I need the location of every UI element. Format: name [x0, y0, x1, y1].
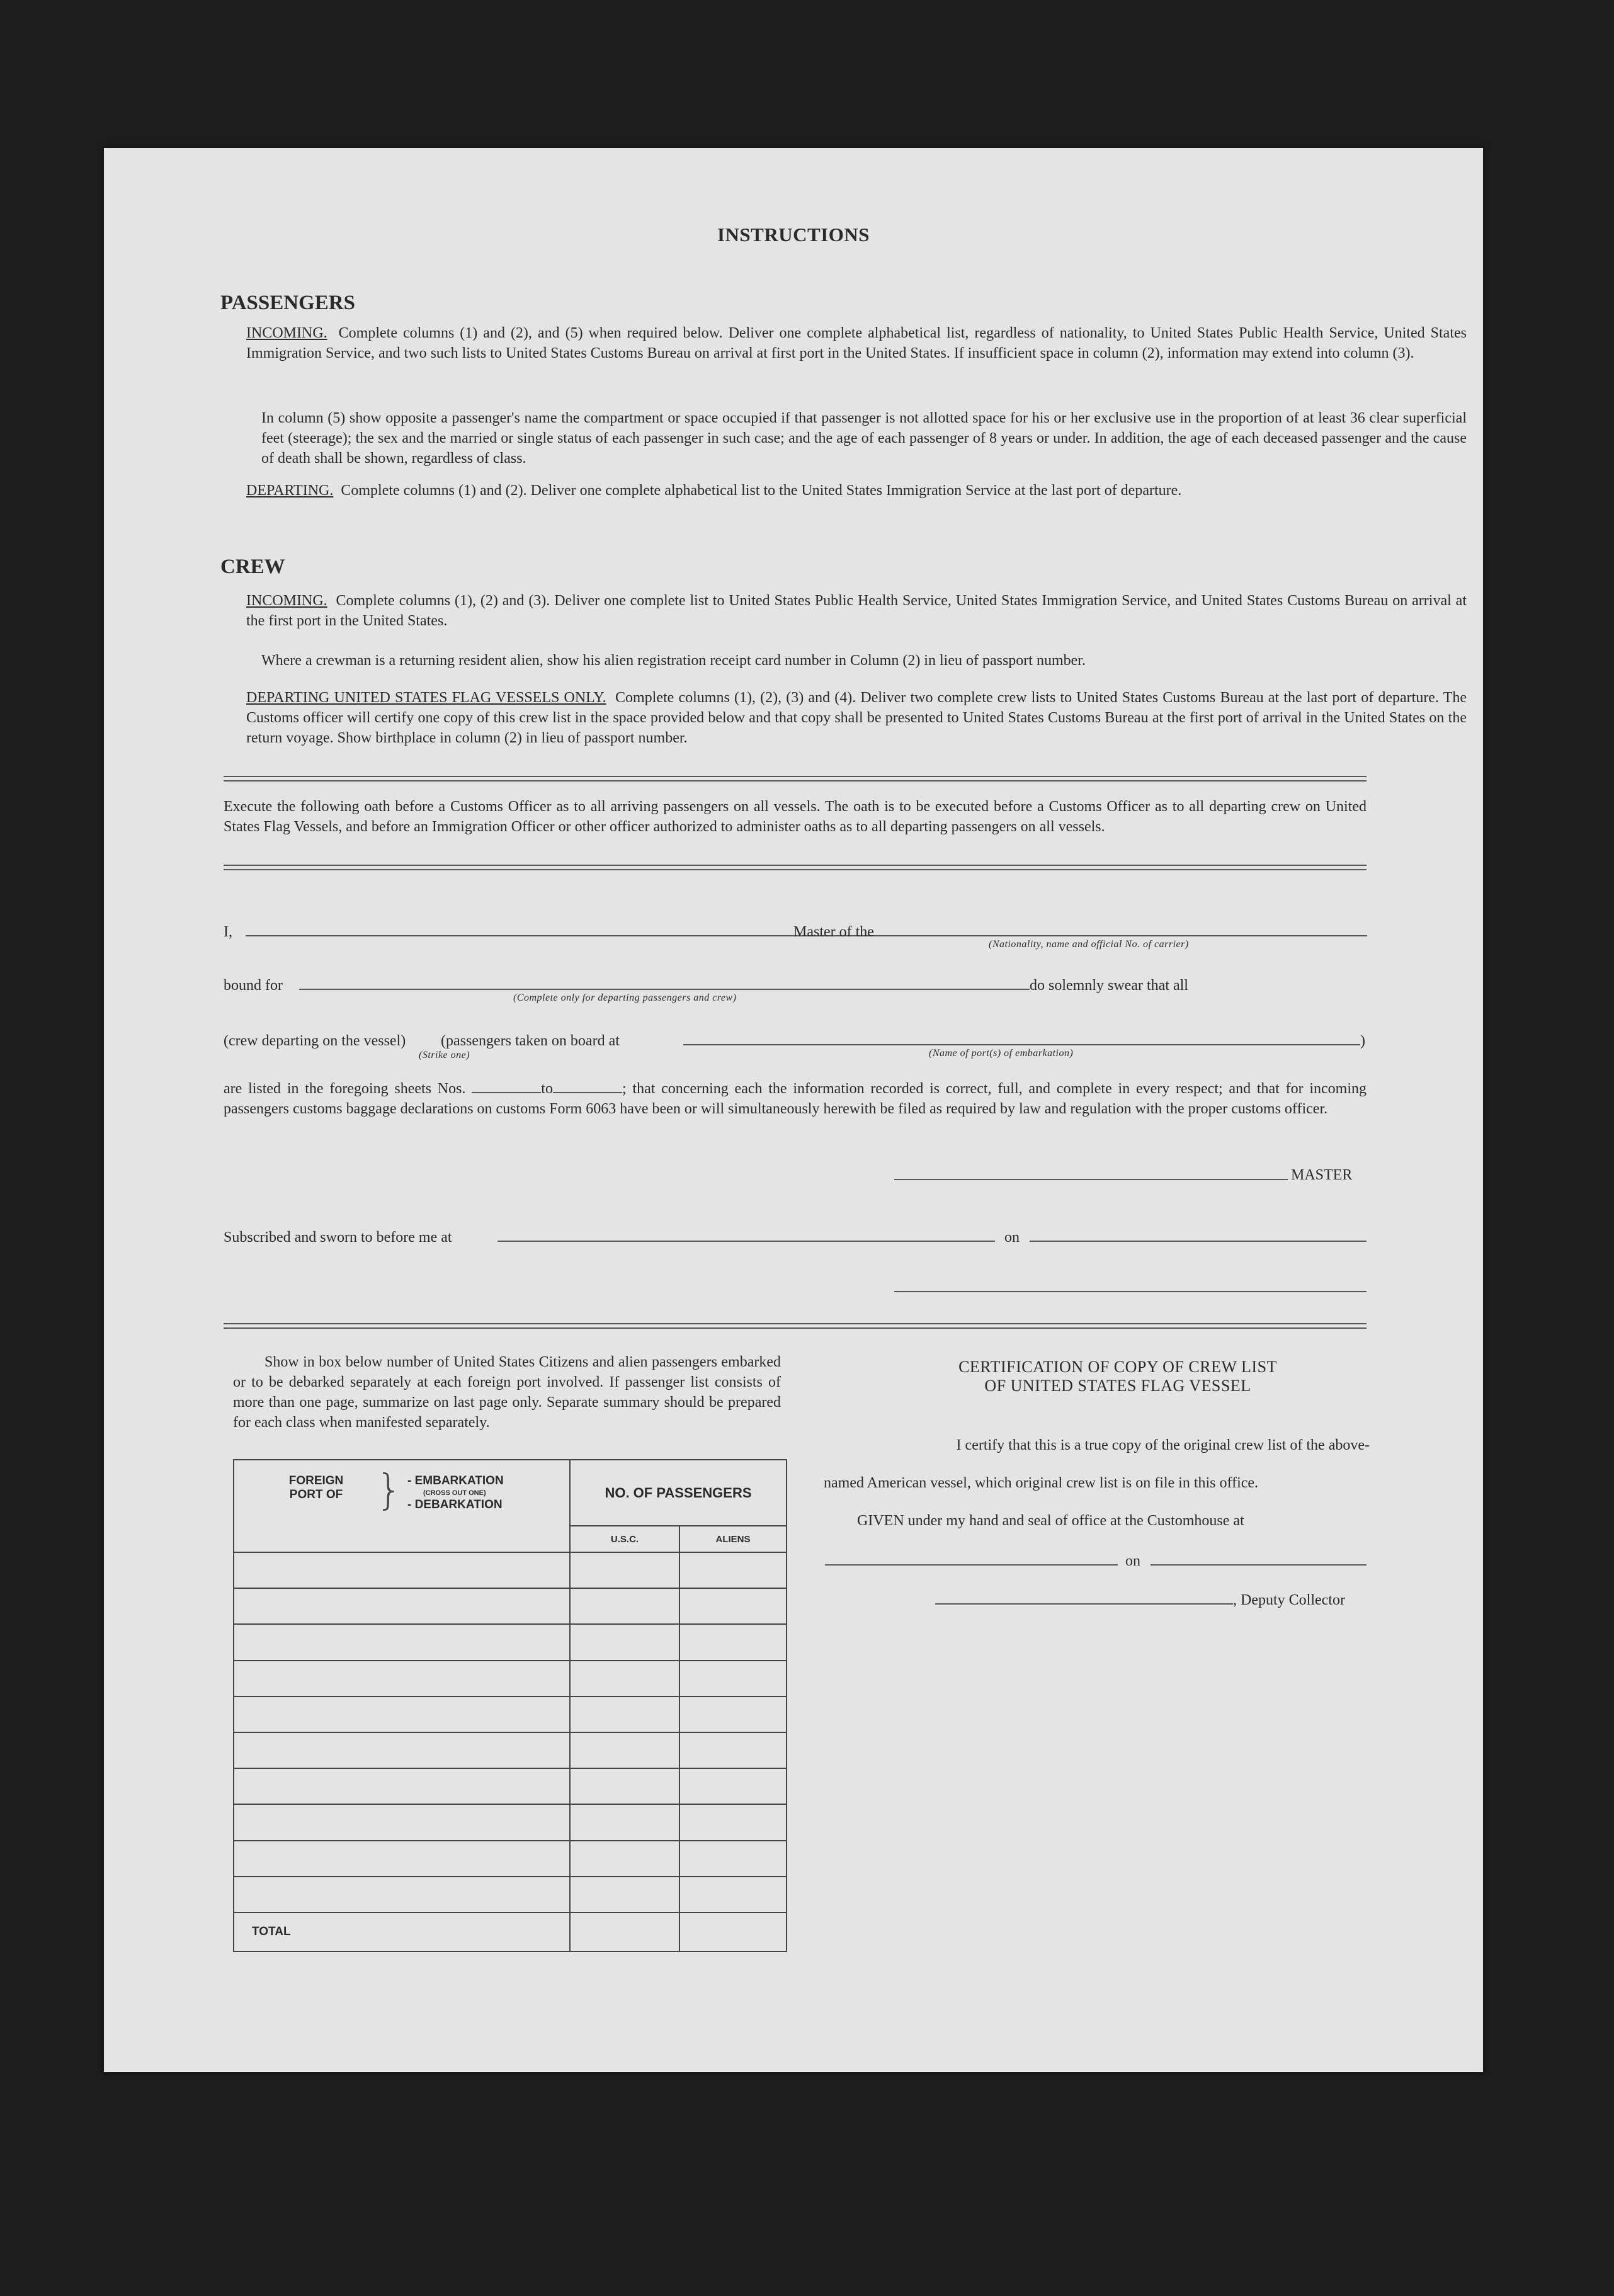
passengers-departing-text: Complete columns (1) and (2). Deliver one complete alphabetical list to the United States Immigration Service at the last port of departure. [341, 482, 1182, 499]
listed-to: to [541, 1081, 553, 1097]
crew-heading: CREW [220, 555, 285, 578]
ports-hint: (Name of port(s) of embarkation) [929, 1048, 1074, 1059]
passengers-count-header: NO. OF PASSENGERS [570, 1460, 787, 1526]
certification-title [866, 1358, 1370, 1395]
crew-incoming-paragraph [246, 591, 1467, 631]
oath-intro-paragraph: Execute the following oath before a Customs Officer as to all arriving passengers on all vessels. The oath is to be executed before a Customs Officer as to all departing crew on United States Flag Vessels, and before an Immigration Officer or other officer authorized to administer oaths as to all departing passengers on all vessels. [224, 798, 1367, 835]
oath-i-label: I, [224, 924, 232, 940]
table-row[interactable] [234, 1624, 787, 1660]
section-divider [224, 776, 1367, 781]
ports-field[interactable] [683, 1044, 1360, 1045]
crew-incoming-label: INCOMING. [246, 593, 327, 609]
foreign-port-header [234, 1460, 570, 1552]
strike-one-hint: (Strike one) [419, 1050, 470, 1060]
table-row[interactable] [234, 1841, 787, 1877]
sworn-date-field[interactable] [1030, 1241, 1367, 1242]
crew-departing-text: Complete columns (1), (2), (3) and (4). Deliver two complete crew lists to United States Customs Bureau at the last port of departure. The Customs officer will certify one copy of this crew list in the space provided below and that copy shall be presented to United States Customs Bureau at the first port of arrival in the United States on the return voyage. Show birthplace in column (2) in lieu of passport number. [246, 690, 1467, 746]
crew-incoming-text: Complete columns (1), (2) and (3). Deliver one complete list to United States Public Health Service, United States Immigration Service, and United States Customs Bureau on arrival at the first port in the United States. [246, 593, 1467, 629]
document-page [104, 148, 1483, 2072]
embarkation-label: - EMBARKATION [407, 1474, 504, 1487]
departing-hint: (Complete only for departing passengers and crew) [513, 992, 737, 1003]
total-row[interactable] [234, 1912, 787, 1952]
listed-paragraph [224, 1079, 1367, 1119]
crew-departing-label: DEPARTING UNITED STATES FLAG VESSELS ONLY. [246, 690, 606, 706]
crew-resident-paragraph: Where a crewman is a returning resident alien, show his alien registration receipt card number in Column (2) in lieu of passport number. [261, 652, 1086, 669]
total-label: TOTAL [234, 1912, 570, 1952]
close-paren: ) [1360, 1033, 1365, 1049]
table-row[interactable] [234, 1588, 787, 1624]
passengers-incoming-paragraph [246, 323, 1467, 363]
listed-prefix: are listed in the foregoing sheets Nos. [224, 1081, 466, 1097]
passengers-taken-option[interactable]: (passengers taken on board at [441, 1033, 620, 1049]
certification-title-line1: CERTIFICATION OF COPY OF CREW LIST [958, 1358, 1277, 1376]
passengers-departing-label: DEPARTING. [246, 482, 334, 499]
sworn-on-label: on [1004, 1229, 1020, 1246]
sheet-to-field[interactable] [553, 1081, 622, 1093]
master-label: MASTER [1291, 1167, 1353, 1183]
table-row[interactable] [234, 1877, 787, 1912]
given-line: GIVEN under my hand and seal of office at the Customhouse at [857, 1513, 1244, 1529]
usc-header: U.S.C. [570, 1526, 679, 1552]
listed-rest: that for incoming passengers customs baggage declarations on customs Form 6063 have been or will simultaneously herewith be filed as required by law and regulation with the proper customs officer. [224, 1081, 1367, 1117]
certification-title-line2: OF UNITED STATES FLAG VESSEL [984, 1377, 1251, 1395]
swear-label: do solemnly swear that all [1030, 977, 1188, 994]
brace: } [376, 1465, 402, 1514]
section-divider [224, 1323, 1367, 1329]
aliens-header: ALIENS [679, 1526, 787, 1552]
table-row[interactable] [234, 1661, 787, 1696]
crew-departing-option[interactable]: (crew departing on the vessel) [224, 1033, 406, 1049]
passengers-heading: PASSENGERS [220, 292, 355, 314]
passengers-column5-paragraph: In column (5) show opposite a passenger's name the compartment or space occupied if that passenger is not allotted space for his or her exclusive use in the proportion of at least 36 clear superficial feet (steerage); the sex and the married or single status of each passenger in such case; and the age of each passenger of 8 years or under. In addition, the age of each deceased passenger and the cause of death shall be shown, regardless of class. [261, 410, 1467, 467]
debarkation-label: - DEBARKATION [407, 1498, 503, 1511]
certify-line1: I certify that this is a true copy of the original crew list of the above- [956, 1437, 1370, 1453]
table-row[interactable] [234, 1732, 787, 1768]
master-signature-field[interactable] [894, 1179, 1288, 1180]
passengers-incoming-text: Complete columns (1) and (2), and (5) when required below. Deliver one complete alphabetical list, regardless of nationality, to United States Public Health Service, United States Immigration Service, and two such lists to United States Customs Bureau on arrival at first port in the United States. If insufficient space in column (2), information may extend into column (3). [246, 325, 1467, 361]
sheet-from-field[interactable] [472, 1081, 541, 1093]
certification-on-label: on [1125, 1553, 1140, 1569]
table-row[interactable] [234, 1804, 787, 1840]
passenger-summary-table [233, 1459, 787, 1952]
page-title: INSTRUCTIONS [717, 224, 870, 246]
passengers-departing-paragraph [246, 480, 1467, 501]
deputy-signature-field[interactable] [935, 1603, 1233, 1605]
section-divider [224, 865, 1367, 870]
listed-suffix: ; that concerning each the information recorded is correct, full, and complete in every respect; and [622, 1081, 1251, 1097]
cross-out-note: (CROSS OUT ONE) [423, 1489, 486, 1497]
master-of-label: Master of the [793, 924, 874, 940]
crew-departing-paragraph [246, 688, 1467, 748]
destination-field[interactable] [299, 989, 1030, 990]
summary-paragraph: Show in box below number of United States Citizens and alien passengers embarked or to be debarked separately at each foreign port involved. If passenger list consists of more than one page, summarize on last page only. Separate summary should be prepared for each class when manifested separately. [233, 1354, 781, 1431]
sworn-place-field[interactable] [497, 1241, 995, 1242]
foreign-port-label: FOREIGN PORT OF [288, 1474, 344, 1501]
table-row[interactable] [234, 1552, 787, 1588]
officer-signature-field[interactable] [894, 1291, 1367, 1292]
carrier-field[interactable] [890, 935, 1367, 936]
certify-line2: named American vessel, which original crew list is on file in this office. [824, 1475, 1259, 1491]
subscribed-label: Subscribed and sworn to before me at [224, 1229, 452, 1246]
table-row[interactable] [234, 1768, 787, 1804]
deputy-collector-label: , Deputy Collector [1233, 1592, 1345, 1608]
certification-date-field[interactable] [1151, 1564, 1367, 1566]
nationality-hint: (Nationality, name and official No. of carrier) [989, 939, 1189, 950]
bound-for-label: bound for [224, 977, 283, 994]
table-row[interactable] [234, 1696, 787, 1732]
customhouse-field[interactable] [825, 1564, 1118, 1566]
passengers-incoming-label: INCOMING. [246, 325, 327, 341]
